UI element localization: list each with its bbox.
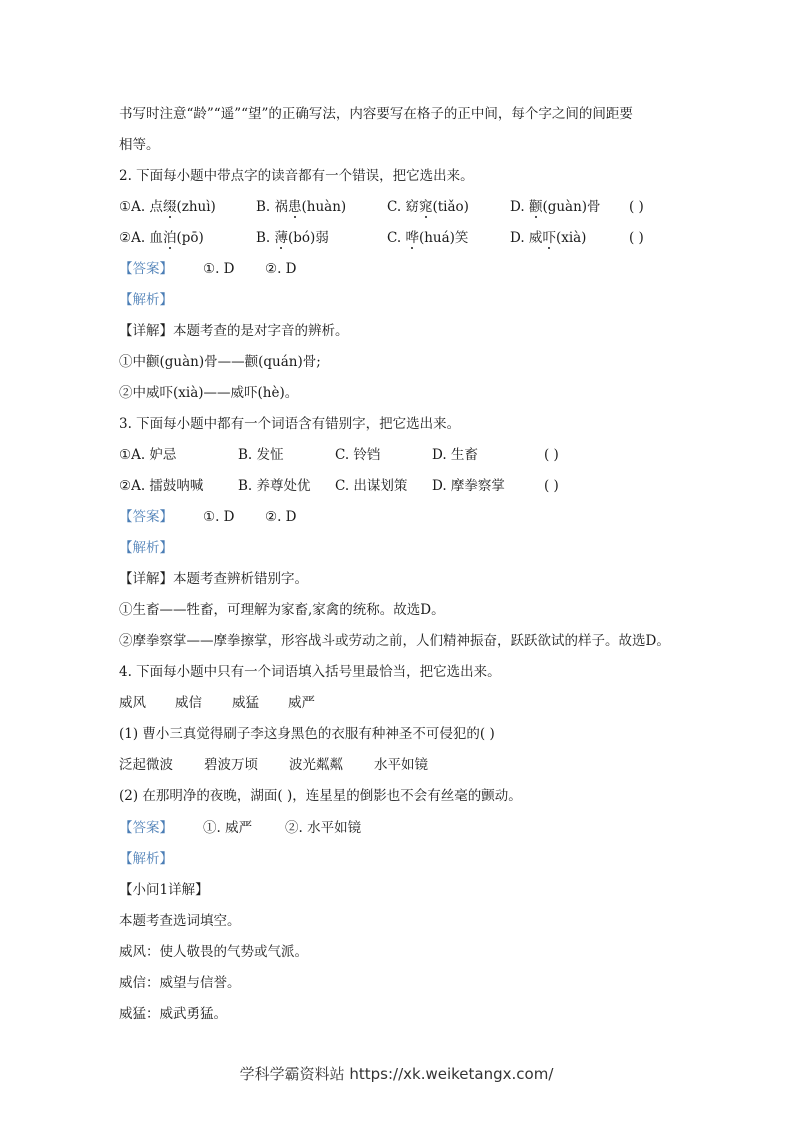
q3-r1-answer-paren: ( ) — [544, 447, 559, 463]
q4-sub-question-label: 【小问1详解】 — [119, 882, 209, 898]
q2-r2-answer-paren: ( ) — [629, 230, 644, 246]
q4-analysis-label: 【解析】 — [119, 851, 173, 867]
q3-r1-option-b: B. 发怔 — [238, 447, 284, 463]
q2-detail-2: ②中威吓(xià)——威吓(hè)。 — [119, 385, 299, 401]
q2-options-row-2 — [119, 228, 679, 248]
q4-phrase-1: 泛起微波 — [119, 757, 173, 773]
q4-word-options-1 — [119, 693, 369, 713]
q2-r1-option-c: C. 窈窕(tiǎo) — [387, 199, 469, 215]
q4-phrase-2: 碧波万顷 — [204, 757, 258, 773]
q3-options-row-2 — [119, 476, 619, 496]
q2-r1-option-a: ①A. 点缀(zhuì) — [119, 199, 216, 215]
q2-r2-option-d: D. 威吓(xià) — [510, 230, 587, 246]
q3-answer — [119, 507, 419, 527]
q3-answer-2: ②. D — [265, 509, 297, 525]
q3-r2-option-c: C. 出谋划策 — [335, 478, 408, 494]
q4-phrase-3: 波光粼粼 — [289, 757, 343, 773]
q4-answer-label: 【答案】 — [119, 820, 173, 836]
q4-sentence-2: (2) 在那明净的夜晚，湖面( )，连星星的倒影也不会有丝毫的颤动。 — [119, 788, 522, 804]
q4-word-3: 威猛 — [232, 695, 259, 711]
q3-r2-answer-paren: ( ) — [544, 478, 559, 494]
footer-watermark: 学科学霸资料站 https://xk.weiketangx.com/ — [239, 1065, 554, 1083]
q3-detail: 【详解】本题考查辨析错别字。 — [119, 571, 308, 587]
q3-r2-option-d: D. 摩拳察掌 — [432, 478, 505, 494]
q3-r1-option-c: C. 铃铛 — [335, 447, 381, 463]
q2-options-row-1 — [119, 197, 679, 217]
q4-detail-3: 威猛：威武勇猛。 — [119, 1006, 227, 1022]
q2-answer-2: ②. D — [265, 261, 297, 277]
q2-answer — [119, 259, 419, 279]
q2-r1-answer-paren: ( ) — [629, 199, 644, 215]
q3-r2-option-a: ②A. 擂鼓呐喊 — [119, 478, 204, 494]
q4-word-2: 威信 — [175, 695, 202, 711]
q2-analysis-label: 【解析】 — [119, 292, 173, 308]
q4-answer-2: ②. 水平如镜 — [285, 820, 362, 836]
q3-r2-option-b: B. 养尊处优 — [238, 478, 311, 494]
q2-detail: 【详解】本题考查的是对字音的辨析。 — [119, 323, 349, 339]
q4-detail-0: 本题考查选词填空。 — [119, 913, 241, 929]
q3-answer-label: 【答案】 — [119, 509, 173, 525]
q4-answer-1: ①. 威严 — [203, 820, 253, 836]
q2-r1-option-b: B. 祸患(huàn) — [256, 199, 347, 215]
q4-word-1: 威风 — [119, 695, 146, 711]
q4-word-options-2 — [119, 755, 519, 775]
q2-stem: 2. 下面每小题中带点字的读音都有一个错误，把它选出来。 — [119, 168, 474, 184]
q2-answer-label: 【答案】 — [119, 261, 173, 277]
q4-detail-2: 威信：威望与信誉。 — [119, 975, 241, 991]
intro-line-2: 相等。 — [119, 137, 160, 153]
q2-r2-option-b: B. 薄(bó)弱 — [256, 230, 329, 246]
q4-word-4: 威严 — [288, 695, 315, 711]
q2-answer-1: ①. D — [203, 261, 235, 277]
intro-line-1: 书写时注意“龄”“遥”“望”的正确写法，内容要写在格子的正中间，每个字之间的间距要 — [119, 106, 633, 122]
q2-detail-1: ①中颧(guàn)骨——颧(quán)骨; — [119, 354, 321, 370]
q2-r2-option-c: C. 哗(huá)笑 — [387, 230, 469, 246]
q4-phrase-4: 水平如镜 — [374, 757, 428, 773]
q2-r2-option-a: ②A. 血泊(pō) — [119, 230, 204, 246]
q4-sentence-1: (1) 曹小三真觉得刷子李这身黑色的衣服有种神圣不可侵犯的( ) — [119, 726, 495, 742]
q4-detail-1: 威风：使人敬畏的气势或气派。 — [119, 944, 308, 960]
q3-options-row-1 — [119, 445, 619, 465]
q3-r1-option-d: D. 生畜 — [432, 447, 478, 463]
q3-answer-1: ①. D — [203, 509, 235, 525]
q3-detail-2: ②摩拳察掌——摩拳擦掌，形容战斗或劳动之前，人们精神振奋，跃跃欲试的样子。故选D。 — [119, 633, 670, 649]
q4-answer — [119, 818, 419, 838]
q3-detail-1: ①生畜——牲畜，可理解为家畜,家禽的统称。故选D。 — [119, 602, 445, 618]
q3-analysis-label: 【解析】 — [119, 540, 173, 556]
q3-stem: 3. 下面每小题中都有一个词语含有错别字，把它选出来。 — [119, 416, 461, 432]
q2-r1-option-d: D. 颧(guàn)骨 — [510, 199, 601, 215]
q4-stem: 4. 下面每小题中只有一个词语填入括号里最恰当，把它选出来。 — [119, 664, 501, 680]
q3-r1-option-a: ①A. 妒忌 — [119, 447, 177, 463]
